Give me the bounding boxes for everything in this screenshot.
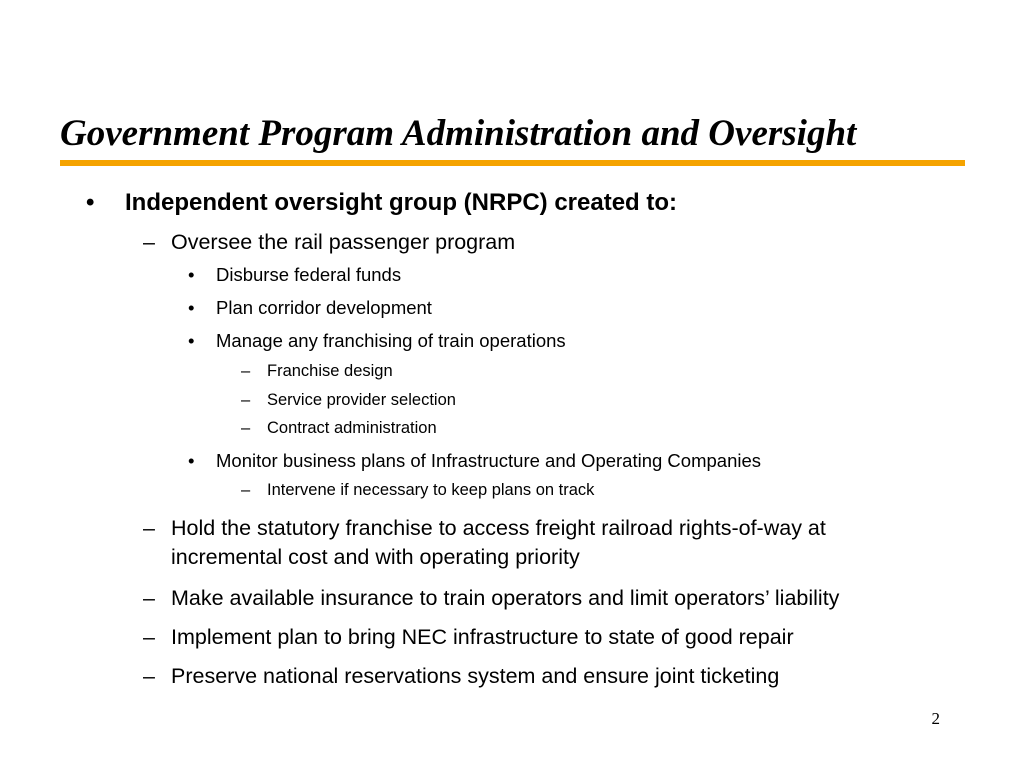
slide-title: Government Program Administration and Oversight [60,113,857,154]
bullet-text-level2: Hold the statutory franchise to access freight railroad rights-of-way at [171,516,826,540]
bullet-marker: • [188,330,195,351]
bullet-text-level4: Contract administration [267,419,437,437]
bullet-text-level2: Implement plan to bring NEC infrastructure to state of good repair [171,625,794,649]
dash-marker: – [143,625,155,649]
bullet-text-level4: Service provider selection [267,391,456,409]
bullet-marker: • [188,264,195,285]
dash-marker: – [143,664,155,688]
bullet-text-level2: Preserve national reservations system and ensure joint ticketing [171,664,780,688]
page-number: 2 [931,709,940,728]
dash-marker: – [241,362,251,380]
bullet-text-level2: Oversee the rail passenger program [171,230,516,254]
dash-marker: – [143,230,155,254]
bullet-text-level4: Franchise design [267,362,393,380]
bullet-text-level1: Independent oversight group (NRPC) created to: [125,189,678,216]
bullet-text-level2: Make available insurance to train operators and limit operators’ liability [171,586,840,610]
bullet-marker: • [86,189,95,216]
bullet-text-level3: Monitor business plans of Infrastructure and Operating Companies [216,450,762,471]
bullet-marker: • [188,297,195,318]
bullet-text-level4: Intervene if necessary to keep plans on track [267,481,595,499]
dash-marker: – [241,481,251,499]
dash-marker: – [241,419,251,437]
bullet-text-level3: Disburse federal funds [216,264,402,285]
bullet-marker: • [188,450,195,471]
dash-marker: – [143,586,155,610]
dash-marker: – [143,516,155,540]
dash-marker: – [241,391,251,409]
bullet-text-level3: Plan corridor development [216,297,432,318]
bullet-text-level3: Manage any franchising of train operations [216,330,566,351]
bullet-text-level2-continued: incremental cost and with operating priority [171,545,580,569]
